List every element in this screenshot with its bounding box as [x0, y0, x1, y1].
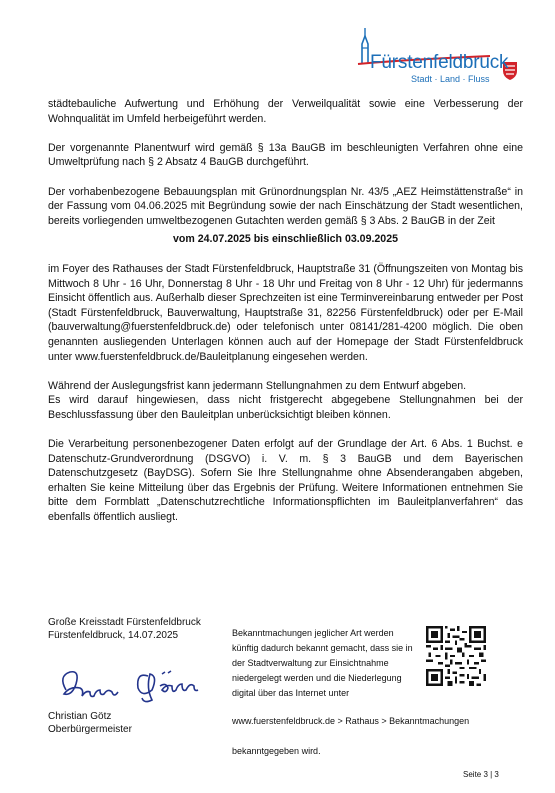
logo-subtitle: Stadt · Land · Fluss	[411, 74, 490, 84]
issuer-org: Große Kreisstadt Fürstenfeldbruck	[48, 617, 201, 628]
notice-url: www.fuerstenfeldbruck.de > Rathaus > Bekanntmachungen	[232, 716, 470, 726]
issuer-block	[48, 616, 201, 642]
qr-code-icon	[426, 626, 486, 686]
city-logo	[340, 22, 530, 88]
paragraph-deadline-note: Es wird darauf hingewiesen, dass nicht fristgerecht abgegebene Stellungnahmen bei der Beschlussfassung über den Bauleitplan unberücksichtigt bleiben können.	[48, 394, 523, 421]
document-body	[48, 97, 523, 539]
announcement-notice	[232, 626, 470, 756]
signer-title: Oberbürgermeister	[48, 724, 132, 735]
paragraph-inspection: im Foyer des Rathauses der Stadt Fürstenfeldbruck, Hauptstraße 31 (Öffnungszeiten von Montag bis Mittwoch 8 Uhr - 16 Uhr, Donnerstag 8 Uhr - 18 Uhr und Freitag von 8 Uhr - 12 Uhr) für jedermanns Einsicht öffentlich aus. Außerhalb dieser Sprechzeiten ist eine Terminvereinbarung entweder per Post (Stadt Fürstenfeldbruck, Bauverwaltung, Hauptstraße 31, 82256 Fürstenfeldbruck) oder per E-Mail (bauverwaltung@fuerstenfeldbruck.de) oder telefonisch unter 08141/281-4200 möglich. Die oben genannten ausliegenden Unterlagen können auch auf der Homepage der Stadt Fürstenfeldbruck unter www.fuerstenfeldbruck.de/Bauleitplanung eingesehen werden.	[48, 262, 523, 363]
signer-block	[48, 710, 132, 736]
display-period: vom 24.07.2025 bis einschließlich 03.09.2025	[173, 233, 398, 246]
paragraph-data-protection: Die Verarbeitung personenbezogener Daten erfolgt auf der Grundlage der Art. 6 Abs. 1 Buchst. e Datenschutz-Grundverordnung (DSGVO) i. V. m. § 3 BauGB und dem Bayerischen Datenschutzgesetz (BayDSG). Sofern Sie Ihre Stellungnahme ohne Absenderangaben abgeben, erhalten Sie keine Mitteilung über das Ergebnis der Prüfung. Weitere Informationen entnehmen Sie bitte dem Formblatt „Datenschutzrechtliche Informationspflichten im Bauleitplanverfahren“ das ebenfalls öffentlich ausliegt.	[48, 438, 523, 524]
issue-place-date: Fürstenfeldbruck, 14.07.2025	[48, 630, 179, 641]
paragraph-plan: Der vorhabenbezogene Bebauungsplan mit Grünordnungsplan Nr. 43/5 „AEZ Heimstättenstraße“ in der Fassung vom 04.06.2025 mit Begründung sowie der nach Einschätzung der Stadt wesentlichen, bereits vorliegenden umweltbezogenen Gutachten werden gemäß § 3 Abs. 2 BauGB in der Zeit	[48, 185, 523, 227]
signature-image	[48, 660, 223, 710]
page-number: Seite 3 | 3	[463, 770, 499, 779]
notice-text: Bekanntmachungen jeglicher Art werden künftig dadurch bekannt gemacht, dass sie in der Stadtverwaltung zur Einsichtnahme niedergelegt werden und die Niederlegung digital über das Internet unter	[232, 628, 413, 698]
signer-name: Christian Götz	[48, 711, 112, 722]
paragraph-procedure: Der vorgenannte Planentwurf wird gemäß § 13a BauGB im beschleunigten Verfahren ohne eine Umweltprüfung nach § 2 Absatz 4 BauGB durchgeführt.	[48, 141, 523, 169]
paragraph-statements: Während der Auslegungsfrist kann jedermann Stellungnahmen zu dem Entwurf abgeben.	[48, 379, 467, 392]
paragraph-upgrade: städtebauliche Aufwertung und Erhöhung der Verweilqualität sowie eine Verbesserung der Wohnqualität im Umfeld herbeigeführt werden.	[48, 98, 523, 125]
logo-title: Fürstenfeldbruck	[370, 52, 509, 73]
notice-tail: bekanntgegeben wird.	[232, 746, 321, 756]
